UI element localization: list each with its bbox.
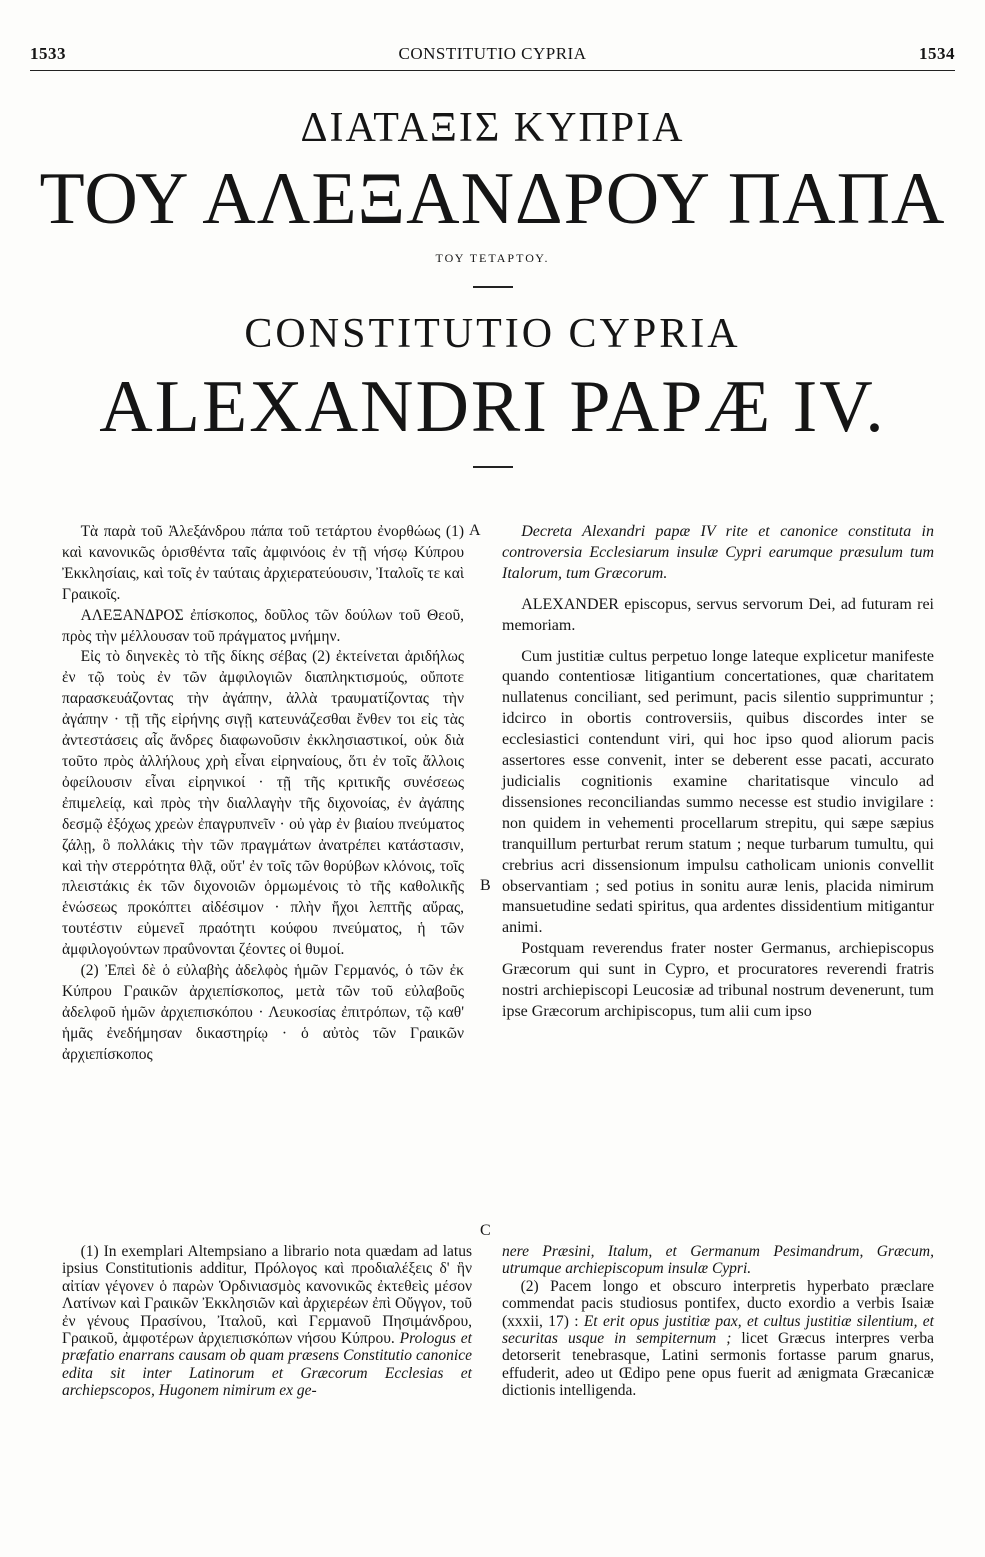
margin-marker-c: C xyxy=(480,1222,491,1239)
left-page-number: 1533 xyxy=(30,44,66,63)
footnotes-left xyxy=(62,1243,472,1400)
latin-title-line2: ALEXANDRI PAPÆ IV. xyxy=(99,366,886,448)
greek-heading-paragraph: Τὰ παρὰ τοῦ Ἀλεξάνδρου πάπα τοῦ τετάρτου ἐνορθώως (1) καὶ κανονικῶς ὁρισθέντα ταῖς ἀμφινόοις ἐν τῇ νήσῳ Κύπρου Ἐκκλησίαις, καὶ τοῖς ἐν ταύταις ἀρχιερατεύουσιν, Ἰταλοῖς τε καὶ Γραικοῖς. xyxy=(62,523,464,603)
margin-marker-a: A xyxy=(469,522,481,539)
greek-title-line2: ΤΟΥ ΑΛΕΞΑΝΔΡΟΥ ΠΑΠΑ xyxy=(39,158,946,240)
title-divider xyxy=(473,466,513,468)
footnote-1 xyxy=(62,1243,472,1400)
footnote-1-text: (1) In exemplari Altempsiano a librario nota quædam ad latus ipsius Constitutionis additur, Πρόλογος καὶ προδιαλέξεις δ' ἣν αἰτίαν γέγονεν ὁ παρὼν Ὁρδινιασμὸς κανονικῶς ἐκτεθεὶς μέσον Λατίνων καὶ Γραικῶν Ἐκκλησιῶν καὶ ἀρχιερέων ἐπὶ Οὔγγον, τοῦ ἐν γένους Πρασίνου, Ἰταλοῦ, καὶ Γερμανοῦ Πησιμάνδρου, Γραικοῦ, ἀμφοτέρων ἀρχιεπισκόπων νήσου Κύπρου. xyxy=(62,1243,472,1348)
greek-title-line1: ΔΙΑΤΑΞΙΣ ΚΥΠΡΙΑ xyxy=(300,105,685,151)
greek-body-paragraph: (2) Ἐπεὶ δὲ ὁ εὐλαβὴς ἀδελφὸς ἡμῶν Γερμανός, ὁ τῶν ἐκ Κύπρου Γραικῶν ἀρχιεπίσκοπος, μετὰ τῶν τοῦ εὐλαβοῦς ἀδελφοῦ ἡμῶν ἀρχιεπισκόπου · Λευκοσίας ἐπιτρόπων, τῷ καθ' ἡμᾶς ἐνεδήμησαν δικαστηρίῳ · ὁ αὐτὸς τῶν Γραικῶν ἀρχιεπίσκοπος xyxy=(62,962,464,1063)
latin-salutation-paragraph: ALEXANDER episcopus, servus servorum Dei, ad futuram rei memoriam. xyxy=(502,595,934,634)
title-block xyxy=(0,100,985,484)
running-title: CONSTITUTIO CYPRIA xyxy=(398,44,587,63)
right-page-number: 1534 xyxy=(919,44,955,63)
running-header xyxy=(30,40,955,66)
greek-salutation-paragraph: ΑΛΕΞΑΝΔΡΟΣ ἐπίσκοπος, δοῦλος τῶν δούλων τοῦ Θεοῦ, πρὸς τὴν μέλλουσαν τοῦ πράγματος μνήμην. xyxy=(62,606,464,645)
margin-marker-b: B xyxy=(480,877,491,894)
header-rule xyxy=(30,70,955,71)
footnote-2-text-a: (2) Pacem longo et obscuro interpretis hyperbato præclare commendat pacis studiosus pontifex, ducto exordio a verbis Isaiæ (xxxii, 17) : xyxy=(502,1277,934,1330)
greek-text-column xyxy=(62,522,464,1066)
footnote-1-continuation: nere Præsini, Italum, et Germanum Pesimandrum, Græcum, utrumque archiepiscopum insulæ Cypri. xyxy=(502,1243,934,1278)
footnote-2-italic: Et erit opus justitiæ pax, et cultus justitiæ silentium, et securitas usque in sempiternum ; xyxy=(502,1312,934,1348)
latin-heading-paragraph: Decreta Alexandri papæ IV rite et canonice constituta in controversia Ecclesiarum insulæ Cypri earumque præsulum tum Italorum, tum Græcorum. xyxy=(502,523,934,582)
footnotes-right xyxy=(502,1243,934,1400)
footnote-2-text-b: licet Græcus interpres verba detorserit tenebrasque, Latini sermonis fortasse parum gnarus, effuderit, adeo ut Œdipo pene opus fuerit ad ænigmata Græcanicæ dictionis intelligenda. xyxy=(502,1330,935,1400)
latin-body-paragraph: Postquam reverendus frater noster Germanus, archiepiscopus Græcorum qui sunt in Cypro, et procuratores reverendi fratris nostri archiepiscopi Leucosiæ ad tribunal nostrum devenerunt, tum ipse Græcorum archipiscopus, tum alii cum ipso xyxy=(502,940,934,1020)
footnote-1-italic: Prologus et præfatio enarrans causam ob quam præsens Constitutio canonice edita sit inter Latinorum et Græcorum Ecclesias et archiepscopos, Hugonem nimirum ex ge- xyxy=(62,1330,472,1400)
latin-body-paragraph: Cum justitiæ cultus perpetuo longe lateque explicetur manifeste quando contentiosæ litigantium concertationes, quæ charitatem nullatenus conciliant, sed perimunt, pacis silentio supprimuntur ; idcirco in obortis controversiis, quibus discordes inter se ecclesiastici contendunt viri, qui hoc ipso quod aliorum pacis assertores esse convenit, inter se deberent esse pacati, accurato judicialis cognitionis examine charitatisque vinculo ad dissensiones reconciliandas summo necesse est studio invigilare : non quidem in vehementi procellarum strepitu, qui sæpe sæpius tranquillum perturbat rerum statum ; neque turbarum tumultu, qui crebrius acri dissensionum impulsu catholicam unionis convellit observantiam ; sed potius in sonitu auræ lenis, placida nimirum mansuetudine sedati spiritus, qua ardentes dissidentium mitigantur animi. xyxy=(502,647,934,937)
title-divider xyxy=(473,286,513,288)
footnote-2 xyxy=(502,1278,934,1400)
greek-title-line3: ΤΟΥ ΤΕΤΑΡΤΟΥ. xyxy=(435,251,550,265)
greek-body-paragraph: Εἰς τὸ διηνεκὲς τὸ τῆς δίκης σέβας (2) ἐκτείνεται ἀριδήλως ἐν τῷ τοὺς ἐν τῶν ἀμφιλογιῶν διαπληκτισμούς, οὔποτε παρασκευάζοντας τὴν ἀγάπην, ἀλλὰ τραυματίζοντας τὴν ἀγάπην · τῇ τῆς εἰρήνης σιγῇ κατευνάζεσθαι ἔνθεν τοι εἰς τὰς ἀντεστάσεις αἷς ἄνδρες διαφωνοῦσιν ἐκκλησιαστικοί, οὐκ διὰ τοῦτο πρὸς ἀλλήλους χρὴ εἶναι εἰρηναίους, ὅτι ἐν τοῖς ἄλλοις ὀφείλουσιν εἶναι εἰρηνικοί · τῇ τῆς κριτικῆς συνέσεως ἐπιμελείᾳ, καὶ πρὸς τὴν διαλλαγὴν τῆς διχονοίας, ἐν ἀγάπης δεσμῷ ἐξόχως χρεὼν ἐπαγρυπνεῖν · οὐ γὰρ ἐν βιαίου πνεύματος ζάλῃ, ὃ πολλάκις τὴν τῶν πραγμάτων ἀνατρέπει κατάστασιν, καὶ τὴν στερρότητα θλᾷ, οὔτ' ἐν τοῖς τῶν θορύβων κλόνοις, τοῖς πλειστάκις ἐκ τῶν διχονοιῶν ὁρμωμένοις τὸ τῆς καθολικῆς ἑνώσεως προκόπτει αἰδέσιμον · πλὴν ἤχοι λεπτῆς αὔρας, τουτέστιν εὐμενεῖ πραότητι κούφου πνεύματος, ἡ τῶν ἀμφιλογούντων πραΰνονται ζέοντες οἱ θυμοί. xyxy=(62,648,464,959)
latin-title-line1: CONSTITUTIO CYPRIA xyxy=(244,311,741,357)
latin-text-column xyxy=(502,522,934,1023)
